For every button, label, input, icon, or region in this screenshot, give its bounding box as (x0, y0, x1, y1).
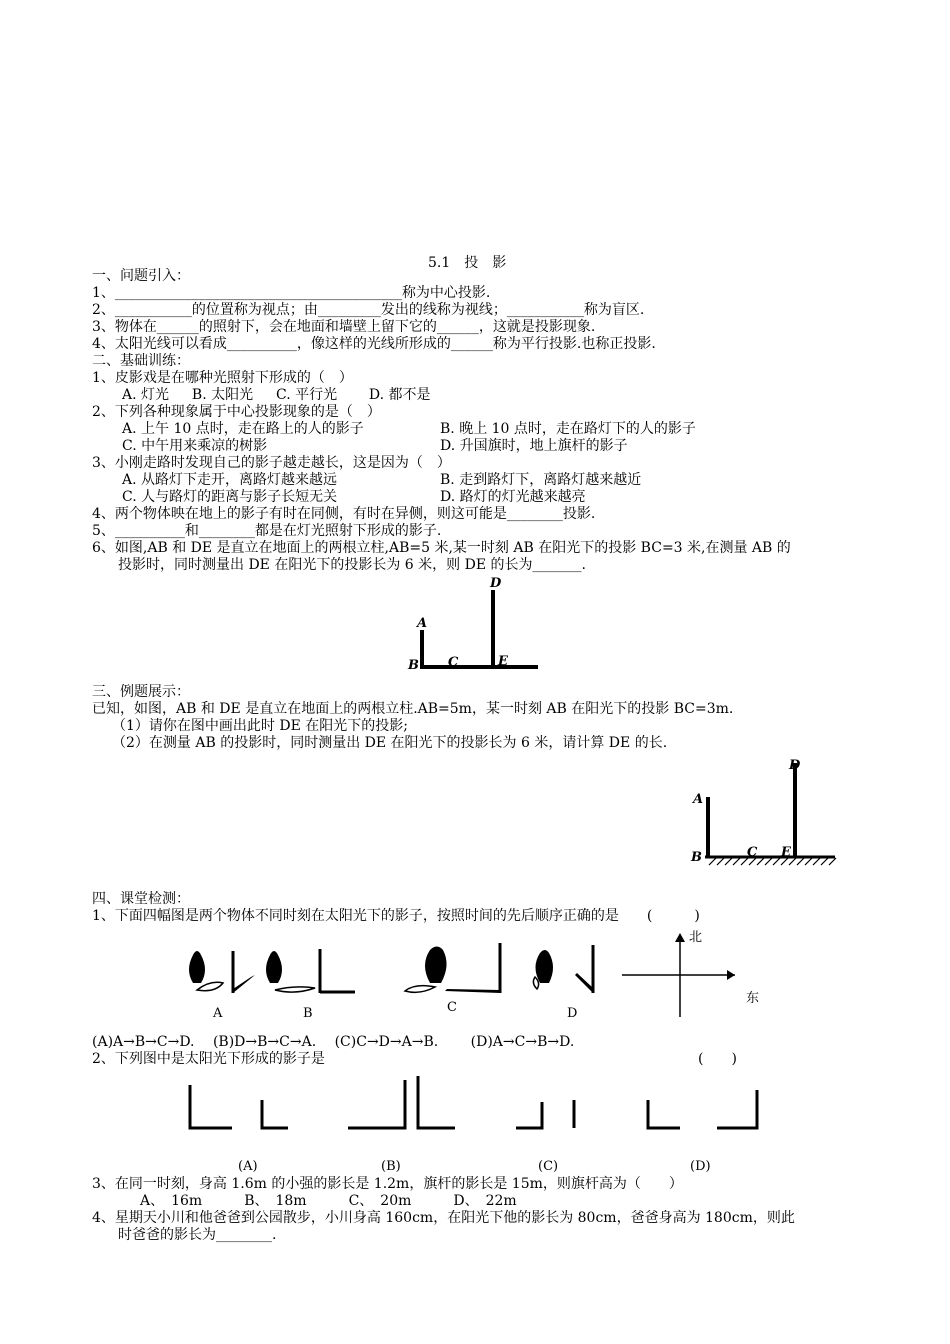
pole-shadow (445, 989, 500, 993)
pole-shadow (233, 975, 255, 993)
option-b-right-pole (418, 1076, 455, 1128)
pillar-figure-1 (400, 575, 550, 675)
s3-part-2: （2）在测量 AB 的投影时，同时测量出 DE 在阳光下的投影长为 6 米，请计算 DE 的长. (112, 735, 668, 751)
compass-diagram (622, 930, 759, 1017)
q2-label-d: (D) (690, 1159, 711, 1174)
s2-q3-option-a: A. 从路灯下走开，离路灯越来越远 (122, 472, 338, 488)
s2-question-5: 5、__________和________都是在灯光照射下形成的影子. (92, 523, 442, 539)
figure-label: B (303, 1006, 313, 1021)
tree-icon (266, 951, 282, 983)
s4-question-2: 2、下列图中是太阳光下形成的影子是 (92, 1051, 325, 1067)
label-d: D (789, 758, 801, 773)
label-a: A (417, 616, 428, 631)
s3-statement: 已知，如图，AB 和 DE 是直立在地面上的两根立柱.AB=5m，某一时刻 AB 在阳光下的投影 BC=3m. (92, 701, 734, 717)
s3-part-1: （1）请你在图中画出此时 DE 在阳光下的投影; (112, 718, 408, 734)
option-b-left-pole (348, 1080, 405, 1128)
option-a-right-pole (262, 1100, 288, 1128)
tree-shadow (197, 982, 223, 990)
east-arrow-icon (727, 970, 735, 980)
s2-q2-option-c: C. 中午用来乘凉的树影 (122, 438, 268, 454)
tree-icon (536, 950, 554, 983)
s2-question-6-line2: 投影时，同时测量出 DE 在阳光下的投影长为 6 米，则 DE 的长为_______. (118, 557, 586, 573)
compass-east-label: 东 (746, 991, 760, 1006)
option-d-left-pole (648, 1100, 680, 1128)
s1-item-3: 3、物体在______的照射下，会在地面和墙壁上留下它的______，这就是投影现象. (92, 319, 596, 335)
s1-item-1: 1、_________________________________________称为中心投影. (92, 285, 491, 301)
s2-q3-option-c: C. 人与路灯的距离与影子长短无关 (122, 489, 338, 505)
tree-shadow-figures (175, 925, 795, 1035)
figure-label: D (567, 1006, 578, 1021)
tree-shadow (405, 986, 435, 993)
option-c-left-pole (516, 1102, 542, 1128)
s2-q3-option-b: B. 走到路灯下，离路灯越来越近 (440, 472, 642, 488)
s4-question-4-line1: 4、星期天小川和他爸爸到公园散步，小川身高 160cm，在阳光下他的影长为 80cm，爸爸身高为 180cm，则此 (92, 1210, 795, 1226)
tree-icon (425, 947, 447, 984)
s2-q1-options: A. 灯光 B. 太阳光 C. 平行光 D. 都不是 (122, 387, 431, 403)
tree-icon (189, 951, 205, 983)
s4-question-1: 1、下面四幅图是两个物体不同时刻在太阳光下的影子，按照时间的先后顺序正确的是 ( ) (92, 908, 700, 924)
figure-label: C (447, 1000, 457, 1015)
tree-shadow (533, 977, 538, 989)
section1-heading: 一、问题引入： (92, 268, 190, 284)
section2-heading: 二、基础训练： (92, 353, 190, 369)
s2-question-2: 2、下列各种现象属于中心投影现象的是（ ） (92, 404, 381, 420)
figure-label: A (213, 1006, 223, 1021)
figure-b (266, 949, 355, 1021)
s4-q2-answer-paren: ( ) (698, 1051, 737, 1067)
q2-label-b: (B) (381, 1159, 401, 1174)
label-c: C (448, 655, 459, 670)
s4-q3-options: A、 16m B、 18m C、 20m D、 22m (140, 1193, 517, 1209)
pillar-figure-2 (685, 755, 845, 875)
s4-question-3: 3、在同一时刻，身高 1.6m 的小强的影长是 1.2m，旗杆的影长是 15m，则旗杆高为（ ） (92, 1176, 683, 1192)
s2-q2-option-d: D. 升国旗时，地上旗杆的影子 (440, 438, 628, 454)
figure-d (533, 945, 593, 1021)
pole-shadow (575, 973, 593, 993)
s2-question-4: 4、两个物体映在地上的影子有时在同侧，有时在异侧，则这可能是________投影. (92, 506, 596, 522)
s2-question-1: 1、皮影戏是在哪种光照射下形成的（ ） (92, 370, 353, 386)
s2-question-3: 3、小刚走路时发现自己的影子越走越长，这是因为（ ） (92, 455, 451, 471)
s1-item-2: 2、___________的位置称为视点；由_________发出的线称为视线；___________称为盲区. (92, 302, 645, 318)
ground-hatching (709, 858, 836, 865)
s2-q2-option-b: B. 晚上 10 点时，走在路灯下的人的影子 (440, 421, 696, 437)
label-b: B (691, 850, 702, 865)
q2-label-a: (A) (238, 1159, 258, 1174)
section4-heading: 四、课堂检测： (92, 891, 190, 907)
label-c: C (747, 845, 758, 860)
s1-item-4: 4、太阳光线可以看成__________，像这样的光线所形成的______称为平行投影.也称正投影. (92, 336, 656, 352)
s4-question-4-line2: 时爸爸的影长为________. (118, 1227, 277, 1243)
label-e: E (498, 654, 508, 669)
figure-a (189, 951, 255, 1021)
tree-shadow (275, 987, 315, 992)
figure-c (405, 943, 500, 1015)
s2-q3-option-d: D. 路灯的灯光越来越亮 (440, 489, 586, 505)
compass-north-label: 北 (689, 930, 703, 945)
page-title: 5.1 投 影 (428, 255, 507, 271)
s2-question-6-line1: 6、如图,AB 和 DE 是直立在地面上的两根立柱,AB=5 米,某一时刻 AB 在阳光下的投影 BC=3 米,在测量 AB 的 (92, 540, 791, 556)
label-b: B (408, 658, 419, 673)
label-e: E (781, 845, 791, 860)
s2-q2-option-a: A. 上午 10 点时，走在路上的人的影子 (122, 421, 364, 437)
north-arrow-icon (675, 933, 685, 942)
option-d-right-pole (717, 1090, 757, 1128)
section3-heading: 三、例题展示： (92, 684, 190, 700)
option-a-left-pole (190, 1085, 232, 1128)
label-a: A (693, 792, 704, 807)
label-d: D (490, 576, 502, 591)
s4-q1-options: (A)A→B→C→D. (B)D→B→C→A. (C)C→D→A→B. (D)A→C→B→D. (92, 1034, 575, 1050)
pole-shadow-figures (180, 1070, 780, 1155)
q2-label-c: (C) (538, 1159, 559, 1174)
